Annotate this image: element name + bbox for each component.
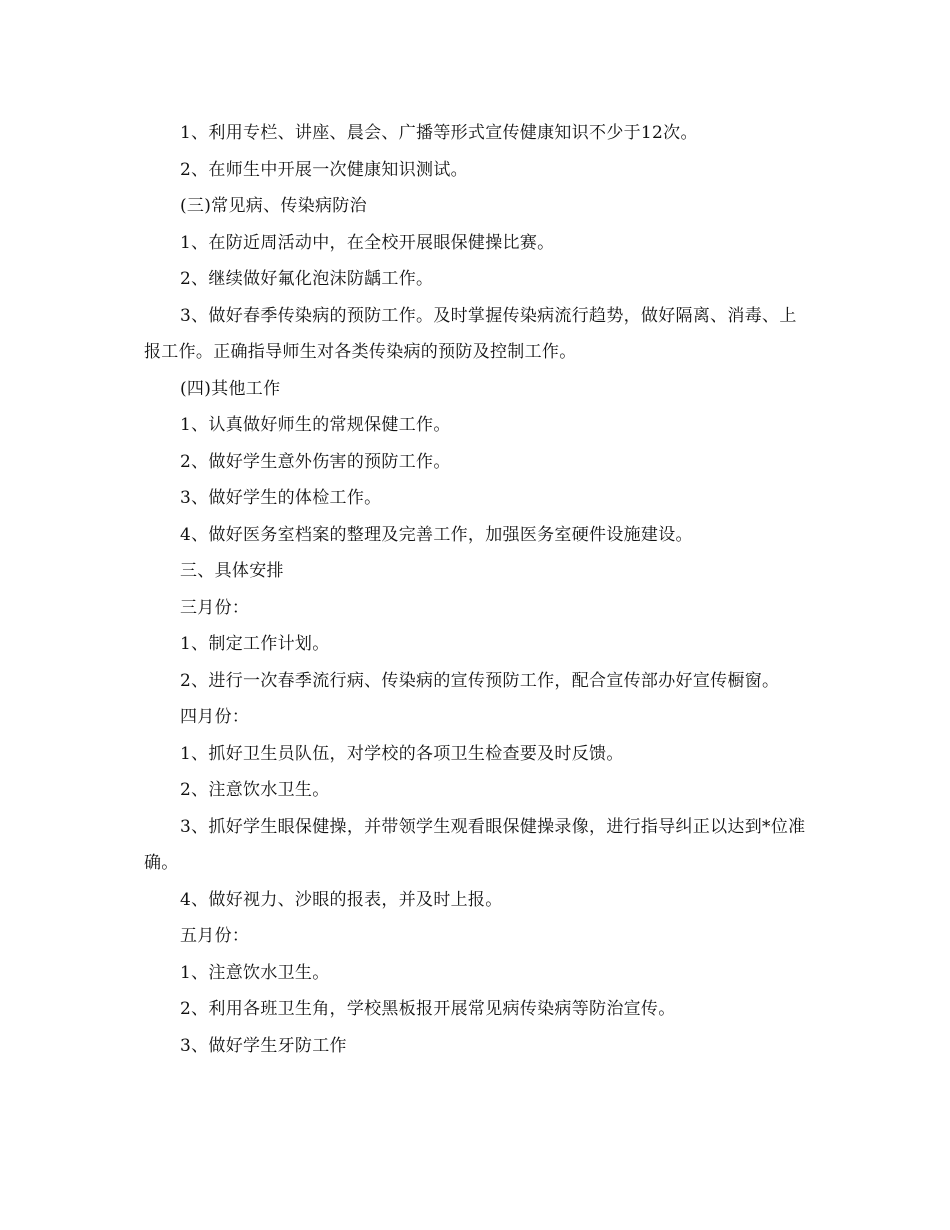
paragraph: 1、注意饮水卫生。 xyxy=(180,962,330,983)
paragraph: 4、做好视力、沙眼的报表，并及时上报。 xyxy=(180,889,503,910)
paragraph: 3、做好春季传染病的预防工作。及时掌握传染病流行趋势，做好隔离、消毒、上报工作。正确指导师生对各类传染病的预防及控制工作。 xyxy=(144,305,797,362)
paragraph: 2、注意饮水卫生。 xyxy=(180,780,330,800)
paragraph: 2、利用各班卫生角，学校黑板报开展常见病传染病等防治宣传。 xyxy=(180,999,676,1019)
paragraph: 4、做好医务室档案的整理及完善工作，加强医务室硬件设施建设。 xyxy=(180,524,693,545)
paragraph: 3、抓好学生眼保健操，并带领学生观看眼保健操录像，进行指导纠正以达到*位准确。 xyxy=(144,816,806,873)
paragraph: 1、利用专栏、讲座、晨会、广播等形式宣传健康知识不少于12次。 xyxy=(180,123,698,143)
paragraph: 1、制定工作计划。 xyxy=(180,634,330,654)
section-heading: 三、具体安排 xyxy=(180,561,284,581)
paragraph: 1、在防近周活动中，在全校开展眼保健操比赛。 xyxy=(180,232,555,253)
month-heading: 四月份： xyxy=(180,707,250,727)
paragraph: 3、做好学生牙防工作 xyxy=(180,1035,347,1056)
month-heading: 三月份： xyxy=(180,597,250,618)
section-heading: (四)其他工作 xyxy=(180,378,281,399)
section-heading: (三)常见病、传染病防治 xyxy=(180,196,367,216)
paragraph: 2、进行一次春季流行病、传染病的宣传预防工作，配合宣传部办好宣传橱窗。 xyxy=(180,670,780,691)
paragraph: 2、继续做好氟化泡沫防龋工作。 xyxy=(180,269,434,289)
paragraph: 1、认真做好师生的常规保健工作。 xyxy=(180,415,451,435)
month-heading: 五月份： xyxy=(180,926,250,946)
paragraph: 2、做好学生意外伤害的预防工作。 xyxy=(180,451,451,472)
paragraph: 1、抓好卫生员队伍，对学校的各项卫生检查要及时反馈。 xyxy=(180,743,624,764)
paragraph: 3、做好学生的体检工作。 xyxy=(180,488,382,508)
paragraph: 2、在师生中开展一次健康知识测试。 xyxy=(180,159,468,180)
